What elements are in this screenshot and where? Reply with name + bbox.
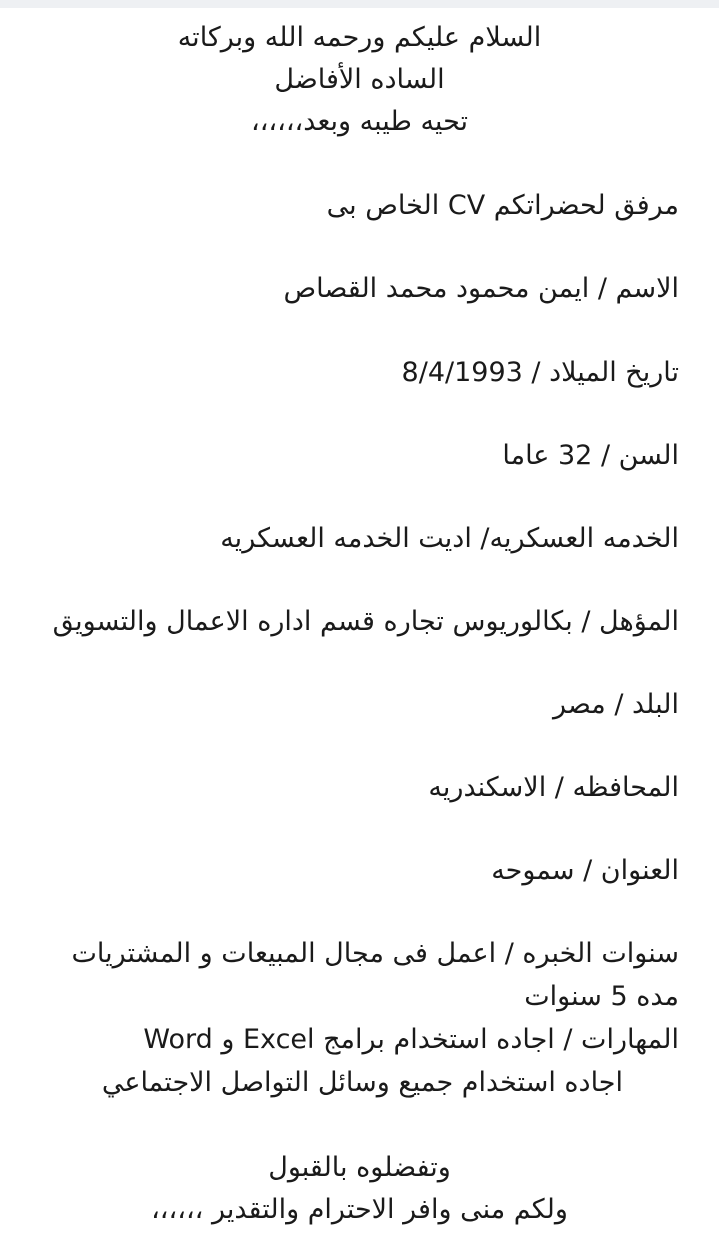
military-line: الخدمه العسكريه/ اديت الخدمه العسكريه: [220, 523, 679, 554]
closing-respect: ولكم منى وافر الاحترام والتقدير ،،،،،،: [151, 1194, 568, 1225]
skills-line: المهارات / اجاده استخدام برامج Excel و Word: [143, 1024, 679, 1055]
governorate-line: المحافظه / الاسكندريه: [428, 772, 679, 803]
name-line: الاسم / ايمن محمود محمد القصاص: [283, 273, 679, 304]
address-line: العنوان / سموحه: [491, 855, 679, 886]
greeting-addressee: الساده الأفاضل: [274, 64, 445, 95]
age-line: السن / 32 عاما: [502, 440, 679, 471]
birthdate-line: تاريخ الميلاد / 8/4/1993: [401, 357, 679, 388]
skills-social-line: اجاده استخدام جميع وسائل التواصل الاجتماعي: [101, 1067, 623, 1098]
greeting-salam: السلام عليكم ورحمه الله وبركاته: [177, 22, 542, 53]
attachment-note: مرفق لحضراتكم CV الخاص بى: [326, 190, 679, 221]
greeting-regards: تحيه طيبه وبعد،،،،،،: [250, 106, 469, 137]
experience-line: سنوات الخبره / اعمل فى مجال المبيعات و المشتريات: [71, 938, 679, 969]
closing-acceptance: وتفضلوه بالقبول: [268, 1152, 451, 1183]
country-line: البلد / مصر: [552, 689, 679, 720]
experience-duration-line: مده 5 سنوات: [524, 981, 679, 1012]
qualification-line: المؤهل / بكالوريوس تجاره قسم اداره الاعمال والتسويق: [52, 606, 679, 637]
